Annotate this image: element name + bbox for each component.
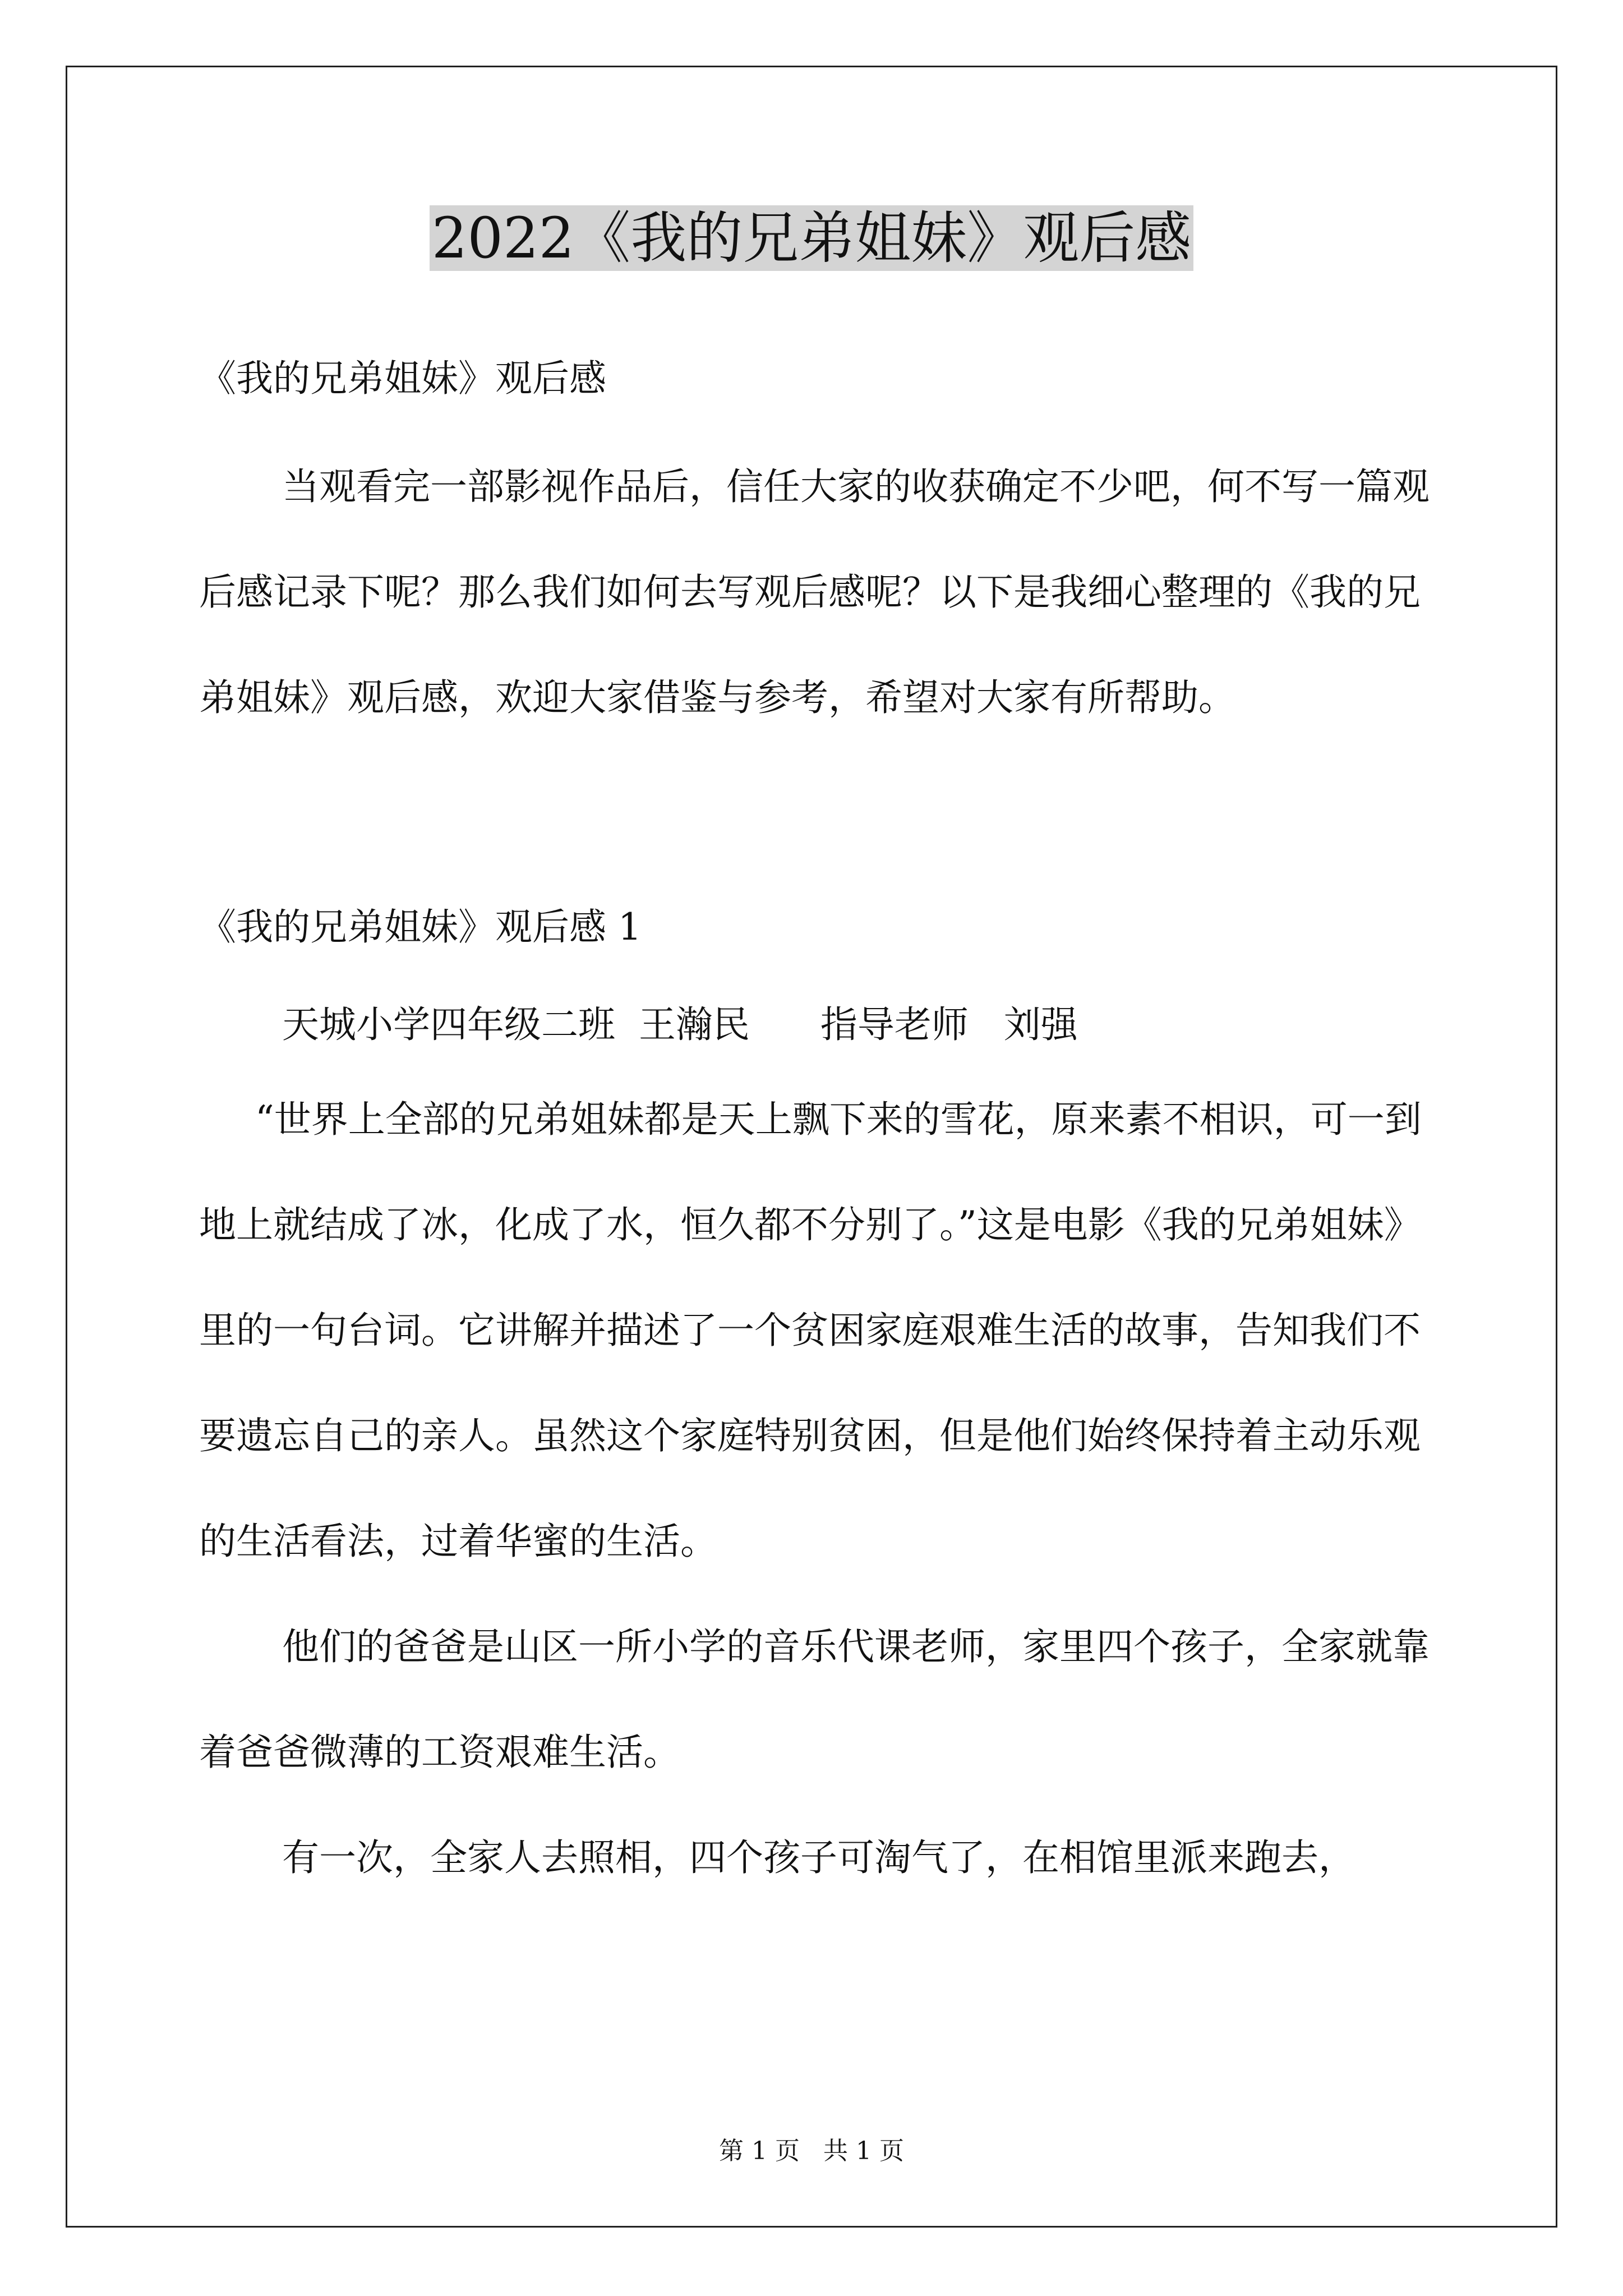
document-body [199, 342, 1433, 1911]
document-title-text: 2022《我的兄弟姐妹》观后感 [430, 205, 1194, 271]
section1-paragraph-2: 他们的爸爸是山区一所小学的音乐代课老师，家里四个孩子，全家就靠着爸爸微薄的工资艰难生活。 [199, 1625, 1430, 1774]
intro-heading: 《我的兄弟姐妹》观后感 [199, 357, 606, 400]
section1-paragraph-1: “世界上全部的兄弟姐妹都是天上飘下来的雪花，原来素不相识，可一到地上就结成了冰，化成了水，恒久都不分别了。”这是电影《我的兄弟姐妹》里的一句台词。它讲解并描述了一个贫困家庭艰难生活的故事，告知我们不要遗忘自己的亲人。虽然这个家庭特别贫困，但是他们始终保持着主动乐观的生活看法，过着华蜜的生活。 [199, 1098, 1422, 1563]
document-title [0, 199, 1623, 278]
spacer [199, 415, 1433, 434]
spacer [199, 964, 1433, 983]
section1-author-line: 天城小学四年级二班 王瀚民 指导老师 刘强 [282, 1003, 1078, 1046]
page-number: 第 1 页 共 1 页 [719, 2137, 904, 2165]
spacer [199, 751, 1433, 891]
section1-heading: 《我的兄弟姐妹》观后感 1 [199, 905, 642, 949]
page-footer [0, 2134, 1623, 2168]
section1-paragraph-3: 有一次，全家人去照相，四个孩子可淘气了，在相馆里派来跑去， [282, 1836, 1355, 1879]
intro-paragraph: 当观看完一部影视作品后，信任大家的收获确定不少吧，何不写一篇观后感记录下呢？那么我们如何去写观后感呢？以下是我细心整理的《我的兄弟姐妹》观后感，欢迎大家借鉴与参考，希望对大家有所帮助。 [199, 465, 1430, 719]
